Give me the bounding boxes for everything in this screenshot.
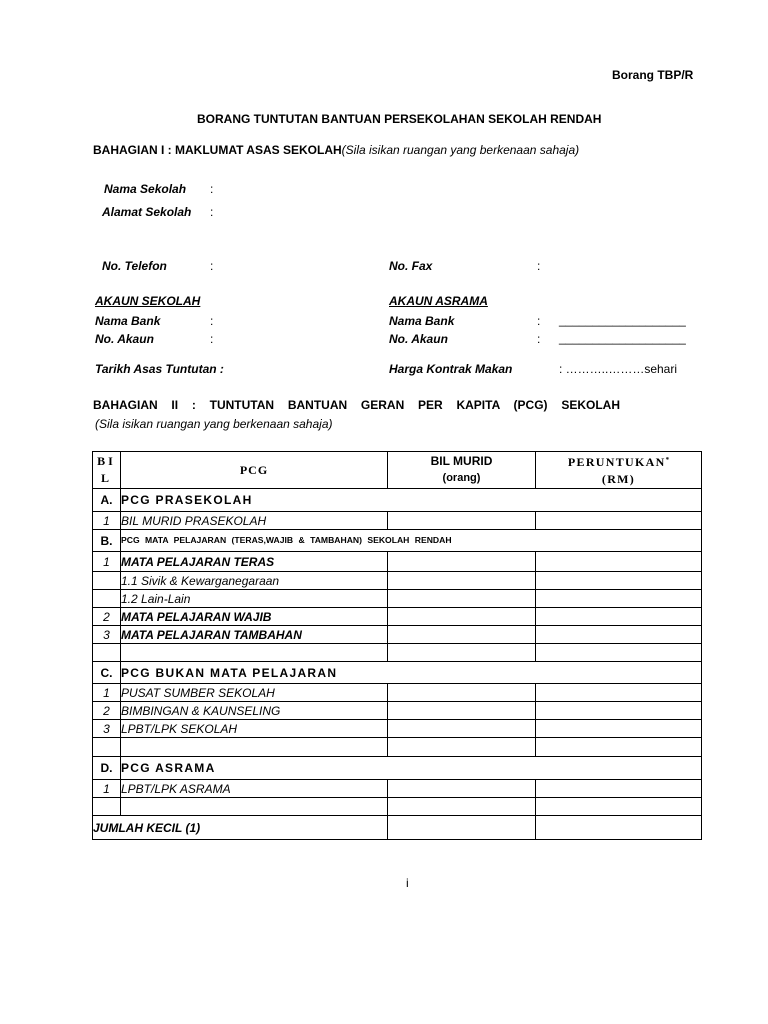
peruntukan-cell [536, 626, 702, 644]
bil-murid-cell [388, 626, 536, 644]
harga-kontrak-makan-value: : ………..………sehari [559, 362, 678, 376]
row-label: 1.2 Lain-Lain [121, 590, 388, 608]
bil-murid-cell [388, 590, 536, 608]
document-title: BORANG TUNTUTAN BANTUAN PERSEKOLAHAN SEKOLAH RENDAH [197, 112, 602, 126]
section-title-b: PCG MATA PELAJARAN (TERAS,WAJIB & TAMBAHAN) SEKOLAH RENDAH [121, 530, 702, 552]
row-number: 1 [93, 512, 121, 530]
row-number: 2 [93, 702, 121, 720]
table-row [93, 552, 702, 572]
section1-note: (Sila isikan ruangan yang berkenaan sahaja) [341, 143, 580, 157]
section1-heading: BAHAGIAN I : MAKLUMAT ASAS SEKOLAH [93, 143, 342, 157]
row-number: 1 [93, 684, 121, 702]
row-label: LPBT/LPK ASRAMA [121, 780, 388, 798]
header-bil-line1: BI [97, 454, 116, 468]
table-row [93, 572, 702, 590]
colon-sekolah-no-akaun: : [210, 332, 214, 346]
row-label: LPBT/LPK SEKOLAH [121, 720, 388, 738]
header-bil-line2: L [100, 471, 112, 485]
header-peruntukan-label-line [536, 452, 701, 471]
header-bil-murid [388, 452, 536, 489]
table-row [93, 512, 702, 530]
label-asrama-nama-bank: Nama Bank [389, 314, 455, 328]
peruntukan-cell [536, 684, 702, 702]
akaun-asrama-heading: AKAUN ASRAMA [389, 294, 488, 308]
colon-no-fax: : [537, 259, 541, 273]
table-row [93, 684, 702, 702]
colon-sekolah-nama-bank: : [210, 314, 214, 328]
table-row [93, 590, 702, 608]
colon-nama-sekolah: : [210, 182, 214, 196]
empty-cell [93, 644, 121, 662]
empty-cell [121, 738, 388, 757]
section-title-d: PCG ASRAMA [121, 757, 702, 780]
page-number: i [406, 876, 409, 890]
bil-murid-cell [388, 608, 536, 626]
row-number: 1 [93, 552, 121, 572]
header-bil [93, 452, 121, 489]
row-label: PUSAT SUMBER SEKOLAH [121, 684, 388, 702]
row-label: 1.1 Sivik & Kewarganegaraan [121, 572, 388, 590]
asrama-nama-bank-blank: ___________________ [559, 313, 686, 327]
total-row [93, 816, 702, 840]
empty-cell [388, 644, 536, 662]
empty-row [93, 798, 702, 816]
empty-row [93, 644, 702, 662]
empty-cell [536, 738, 702, 757]
row-number: 3 [93, 720, 121, 738]
label-nama-sekolah: Nama Sekolah [104, 182, 187, 196]
empty-row [93, 738, 702, 757]
colon-asrama-nama-bank: : [537, 314, 541, 328]
peruntukan-cell [536, 552, 702, 572]
section-row-a [93, 489, 702, 512]
empty-cell [536, 798, 702, 816]
row-label: MATA PELAJARAN TERAS [121, 552, 388, 572]
empty-cell [388, 798, 536, 816]
row-number [93, 590, 121, 608]
label-tarikh-asas-tuntutan: Tarikh Asas Tuntutan : [95, 362, 224, 376]
bil-murid-cell [388, 780, 536, 798]
total-peruntukan-cell [536, 816, 702, 840]
section-title-a: PCG PRASEKOLAH [121, 489, 702, 512]
header-peruntukan-marker: * [665, 456, 670, 464]
row-label: MATA PELAJARAN WAJIB [121, 608, 388, 626]
row-number [93, 572, 121, 590]
peruntukan-cell [536, 720, 702, 738]
row-number: 3 [93, 626, 121, 644]
section-row-d [93, 757, 702, 780]
header-bil-murid-label: BIL MURID [430, 454, 493, 468]
table-row [93, 720, 702, 738]
total-label: JUMLAH KECIL (1) [93, 816, 388, 840]
row-number: 1 [93, 780, 121, 798]
header-pcg: PCG [121, 452, 388, 489]
empty-cell [121, 798, 388, 816]
label-sekolah-nama-bank: Nama Bank [95, 314, 161, 328]
row-label: MATA PELAJARAN TAMBAHAN [121, 626, 388, 644]
label-alamat-sekolah: Alamat Sekolah [102, 205, 192, 219]
peruntukan-cell [536, 702, 702, 720]
section1-heading-line [93, 144, 579, 156]
section2-heading: BAHAGIAN II : TUNTUTAN BANTUAN GERAN PER KAPITA (PCG) SEKOLAH [93, 398, 620, 412]
label-sekolah-no-akaun: No. Akaun [95, 332, 154, 346]
akaun-sekolah-heading: AKAUN SEKOLAH [95, 294, 201, 308]
label-harga-kontrak-makan: Harga Kontrak Makan [389, 362, 513, 376]
section-code-b: B. [93, 530, 121, 552]
empty-cell [536, 644, 702, 662]
empty-cell [93, 738, 121, 757]
row-number: 2 [93, 608, 121, 626]
header-peruntukan-unit: (RM) [601, 472, 636, 486]
empty-cell [388, 738, 536, 757]
total-bil-murid-cell [388, 816, 536, 840]
table-row [93, 780, 702, 798]
section-row-b [93, 530, 702, 552]
section-code-d: D. [93, 757, 121, 780]
bil-murid-cell [388, 720, 536, 738]
bil-murid-cell [388, 552, 536, 572]
table-row [93, 702, 702, 720]
peruntukan-cell [536, 590, 702, 608]
table-row [93, 626, 702, 644]
label-no-fax: No. Fax [389, 259, 433, 273]
section2-note: (Sila isikan ruangan yang berkenaan sahaja) [95, 417, 333, 431]
row-label: BIMBINGAN & KAUNSELING [121, 702, 388, 720]
asrama-no-akaun-blank: ___________________ [559, 331, 686, 345]
header-bil-murid-unit: (orang) [442, 472, 481, 484]
bil-murid-cell [388, 684, 536, 702]
header-peruntukan-label: PERUNTUKAN [567, 455, 666, 469]
section-code-a: A. [93, 489, 121, 512]
bil-murid-cell [388, 702, 536, 720]
peruntukan-cell [536, 512, 702, 530]
colon-no-telefon: : [210, 259, 214, 273]
section-code-c: C. [93, 662, 121, 684]
table-row [93, 608, 702, 626]
empty-cell [121, 644, 388, 662]
label-no-telefon: No. Telefon [102, 259, 167, 273]
form-code: Borang TBP/R [612, 68, 694, 82]
peruntukan-cell [536, 608, 702, 626]
empty-cell [93, 798, 121, 816]
peruntukan-cell [536, 780, 702, 798]
peruntukan-cell [536, 572, 702, 590]
section-row-c [93, 662, 702, 684]
row-label: BIL MURID PRASEKOLAH [121, 512, 388, 530]
pcg-claim-table [92, 451, 702, 840]
table-header-row [93, 452, 702, 489]
colon-alamat-sekolah: : [210, 205, 214, 219]
bil-murid-cell [388, 512, 536, 530]
section-title-c: PCG BUKAN MATA PELAJARAN [121, 662, 702, 684]
label-asrama-no-akaun: No. Akaun [389, 332, 448, 346]
header-peruntukan [536, 452, 702, 489]
bil-murid-cell [388, 572, 536, 590]
colon-asrama-no-akaun: : [537, 332, 541, 346]
